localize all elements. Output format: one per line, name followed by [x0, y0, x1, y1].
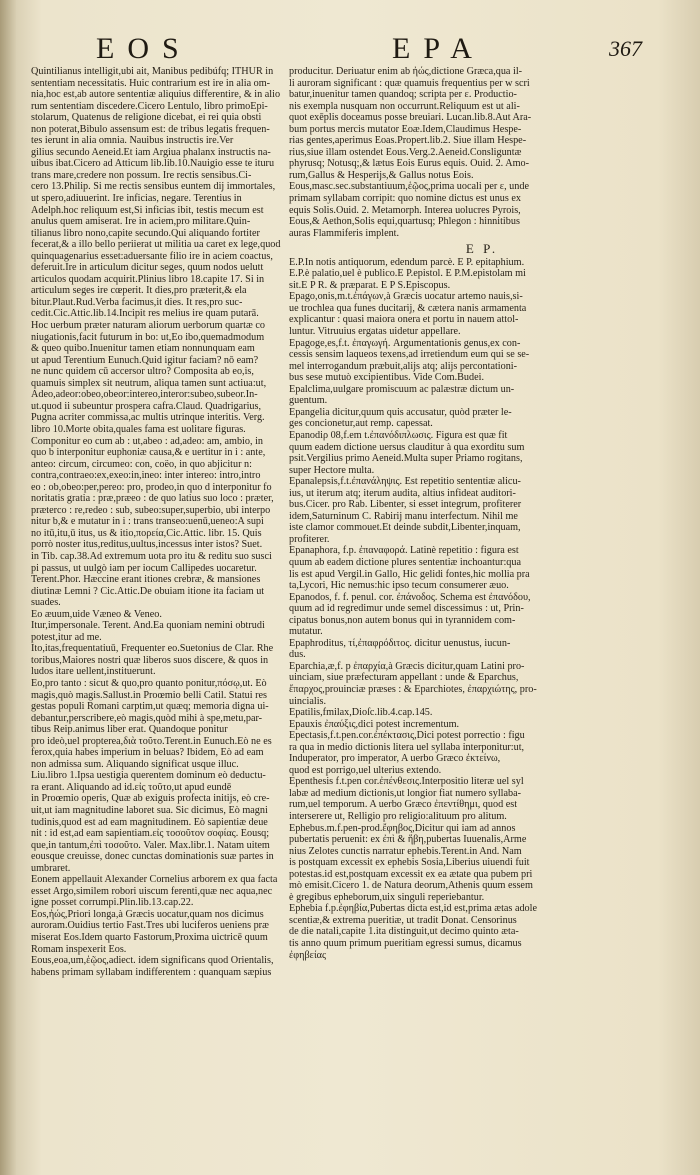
right-column-line: nius Zelotes cunctis narratur ephebis.Terent.in And. Nam: [289, 845, 522, 857]
right-column-line: labæ ad medium dictionis,ut longior fiat numerο syllaba-: [289, 787, 522, 799]
right-column-line: profiterer.: [289, 533, 330, 545]
right-column-line: explicantur : quasi maiora onera et portu in nauem attol-: [289, 314, 519, 326]
left-column-line: que,in tantum,ἐπὶ τοσοῦτο. Valer. Max.libr.1. Natam uitem: [31, 839, 270, 851]
right-column-line: Ephebia f.p.ἐφηβία,Pubertas dicta est,id est,prima ætas adole: [289, 903, 538, 915]
left-column-line: Eo,pro tanto : sicut & quo,pro quanto ponitur,πόσῳ,ut. Eò: [31, 677, 267, 689]
left-column-line: nitur b,& e mutatur in i : trans transeo:uenū,ueneo:A supi: [31, 516, 264, 528]
right-column-line: luntur. Vitruuius ergatas uidetur appellare.: [289, 326, 461, 338]
right-column-line: Induperator, pro imperator, A uerbo Græco ἐκτείνω,: [289, 753, 501, 765]
left-column-line: quinquagenarius esset:aduersante filio ire in aciem coactus,: [31, 250, 273, 262]
right-column-line: pubertatis peruenit: ex ἐπὶ & ἥβη,pubertas Iuuenalis,Arme: [289, 834, 527, 846]
left-column-line: non admissa sum. Aliquando significat usque illuc.: [31, 758, 239, 770]
left-column-line: umbraret.: [31, 862, 71, 874]
left-column-line: igne posset corrumpi.Plin.lib.13.cap.22.: [31, 897, 194, 909]
left-column-line: tudinis,quod est ad eam magnitudinem. Eò sapientiæ deue: [31, 816, 268, 828]
right-column-line: mò emisit.Cicero 1. de Natura deorum,Athenis quum essem: [289, 880, 533, 892]
right-column-line: Eous,masc.sec.substantiuum,ἑῷος,prima uocali per ε, unde: [289, 181, 529, 193]
right-column-line: is postquam excessit ex ephebis Sosia,Liberius uiuendi fuit: [289, 857, 530, 869]
right-column-line: ue trochlea qua funes ducitarij, & cætera nanis armamenta: [289, 302, 527, 314]
left-column-line: Eonem appellauit Alexander Cornelius arborem ex qua facta: [31, 874, 278, 886]
right-column-line: Epago,onis,m.t.ἐπάγων,à Græcis uocatur artemo nauis,si-: [289, 291, 523, 303]
left-column-line: trans mare,credere non possum. Ire rectis sensibus.Ci-: [31, 169, 252, 181]
book-spine-shadow: [0, 0, 16, 1175]
left-column-line: debantur,perscribere,eò magis,quòd mihi à spe,metu,par-: [31, 712, 263, 724]
right-column-line: primam syllabam corripit: quo nomine dictus est unus ex: [289, 193, 522, 205]
right-column-line: rius,siue illam ostendet Eous.Verg.2.Aeneid.Consliguntæ: [289, 146, 522, 158]
left-column-line: Componitur eo cum ab : ut,abeo : ad,adeo: am, ambio, in: [31, 435, 263, 447]
right-column-line: uinciam, siue præfecturam appellant : unde & Eparchus,: [289, 672, 519, 684]
left-column-line: deferuit.Ire in articulum dicitur seges, quum nodos uelutt: [31, 262, 264, 274]
right-column-line: Epalclima,uulgare promiscuum ac palæstræ dictum un-: [289, 383, 515, 395]
left-column-line: cero 13.Philip. Si me rectis sensibus euntem dij immortales,: [31, 181, 276, 193]
left-column-line: ut apud Terentium Eunuch.Quid igitur faciam? nō eam?: [31, 354, 259, 366]
right-column-line: Epanaphora, f.p. ἐπαναφορά. Latinè repetitio : figura est: [289, 545, 519, 557]
left-column-line: ferox,quia habes imperium in beluas? Ibidem, Eò ad eam: [31, 747, 264, 759]
left-column-line: Itur,impersonale. Terent. And.Ea quoniam nemini obtrudi: [31, 620, 265, 632]
right-column-line: ἔπαρχος,prouinciæ præses : & Eparchiotes, ἐπαρχιώτης, pro-: [289, 683, 537, 695]
left-column-line: suades.: [31, 597, 61, 609]
left-column-line: præterco : re,redeo : sub, subeo:super,superbio, ubi interpo: [31, 504, 271, 516]
right-column-line: Epagoge,es,f.t. ἐπαγωγή. Argumentationis genus,ex con-: [289, 337, 521, 349]
left-column-line: fecerat,& a illo bello periierat ut militia ua caret ex lege,quod: [31, 239, 281, 251]
right-column-line: E.P.è palatio,uel è publico.E P.epistol. E P.M.epistolam mi: [289, 268, 526, 280]
left-column-line: ut.quod ii subeuntur prospera cafra.Claud. Quadrigarius,: [31, 400, 262, 412]
right-column-line: lis est apud Vergil.in Gallo, Hic gelidi fontes,hic mollia pra: [289, 568, 530, 580]
right-column-line: Epangelia dicitur,quum quis accusatur, quòd præter le-: [289, 406, 512, 418]
right-column-line: quot exēplis doceamus posse breuiari. Lucan.lib.8.Aut Ara-: [289, 112, 532, 124]
right-column-line: Eparchia,æ,f. p ἐπαρχία,à Græcis dicitur,quam Latini pro-: [289, 660, 525, 672]
left-column-line: Ito,itas,frequentatiuū, Frequenter eo.Suetonius de Clar. Rhe: [31, 643, 274, 655]
left-column-line: miserat Eos.Idem quarto Fastorum,Proxima uictricē quum: [31, 932, 268, 944]
right-column-line: nis exempla nusquam non occurrunt.Reliquum est ut ali-: [289, 100, 520, 112]
left-column-line: articulum seges ire cœperit. It dies,pro præterit,& ela: [31, 285, 247, 297]
right-column-line: E.P.In notis antiquorum, edendum parcè. E P. epitaphium.: [289, 256, 525, 268]
right-column-line: bus sese mutuò excipientibus. Vide Com.Budei.: [289, 372, 485, 384]
right-column-line: scentiæ,& extrema pueritiæ, ut tradit Donat. Censorinus: [289, 914, 517, 926]
right-column-line: iste clamor commouet.Et deinde subdit,Libenter,inquam,: [289, 522, 521, 534]
right-column-line: Epanodos, f. f. penul. cor. ἐπάνοδος. Schema est ἐπανόδου,: [289, 591, 531, 603]
right-column-line: interserere ut, Relligio pro religio:alituum pro alitum.: [289, 811, 507, 822]
left-column-line: gestas populi Romani carptim,ut quæq; memoria digna ui-: [31, 701, 269, 713]
left-column-line: auroram.Ouidius tertio Fast.Tres ubi luciferos ueniens præ: [31, 920, 269, 932]
left-column-line: articulos quodam acquirit.Plinius libro 18.capite 17. Si in: [31, 273, 265, 285]
left-column-line: Adelph.hoc reliquum est,Si inficias ibit, testis mecum est: [31, 204, 264, 216]
left-column-line: diutinæ Lemni ? Cic.Attic.De obuiam itione ita faciam ut: [31, 585, 265, 597]
left-column-line: esset Argo,similem robori uiscum ferenti,quæ nec aqua,nec: [31, 885, 273, 897]
right-column-line: quum ad id regredimur unde semel discessimus : ut, Prin-: [289, 603, 524, 615]
left-column-line: quamuis simplex sit neutrum, aliqua tamen sunt actiua:ut,: [31, 377, 267, 389]
left-column-line: tilianus libro nono,capite secundo.Qui aliquando fortiter: [31, 227, 260, 239]
right-column-line: ta,Lycori, Hic nemus:hic ipso tecum consumerer æuo.: [289, 580, 509, 592]
right-column-line: psit.Vergilius primo Aeneid.Multa super Priamo rogitans,: [289, 453, 523, 465]
right-column-line: quum eadem dictione uersus clauditur à qua exorditu sum: [289, 441, 525, 453]
right-column-line: Epauxis ἐπαύξις,dici potest incrementum.: [289, 718, 460, 730]
right-column-line: guentum.: [289, 395, 328, 407]
left-column-line: Eous,eoa,um,ἑῷος,adiect. idem significans quod Orientalis,: [31, 955, 274, 967]
right-column-line: bus.Cicer. pro Rab. Libenter, si esset integrum, profiterer: [289, 499, 522, 511]
left-column-line: noritatis gratia : præ,præeo : de quo latius suo loco : præter,: [31, 493, 274, 505]
left-column-line: ut spero,adiuuerint. Ire inficias, negare. Terentius in: [31, 193, 242, 205]
right-column-line: Epanodiρ 08,f.em t.ἐπανόδιπλωσις. Figura est quæ fit: [289, 429, 508, 441]
right-column-line: rias gentes,aperimus Eoas.Propert.lib.2. Siue illam Hespe-: [289, 135, 527, 147]
left-column-line: nia,hoc est,ab autore sententiæ aliquius differentire, & in alio: [31, 89, 281, 101]
left-column-line: potest,itur ad me.: [31, 631, 102, 643]
right-column-line: ius, ut iterum atq; iterum audita, altius infideat auditori-: [289, 487, 516, 499]
right-column-line: ges concionetur,aut remp. capessat.: [289, 418, 433, 430]
right-column-line: li auroram significant : quæ quamuis frequentius per w scri: [289, 77, 530, 89]
left-column-line: tibus Reip.animus liber erat. Quandoque ponitur: [31, 724, 228, 736]
left-column-line: Adeo,adeor:obeo,obeor:intereo,interor:subeo,subeor.In-: [31, 389, 258, 401]
right-column-line: è gregibus epheborum,uix singuli reperiebantur.: [289, 891, 485, 903]
left-column-line: porrò noster itus,reditus,uultus,incessus inter istos? Suet.: [31, 539, 263, 551]
right-column-line: equis Solis.Ouid. 2. Metamorph. Interea uolucres Pyrois,: [289, 204, 521, 216]
left-column-line: pro ideò,uel propterea,διὰ τοῦτο.Terent.in Eunuch.Eò ne es: [31, 735, 272, 747]
right-column-line: mel interrogandum præbuit,alijs atq; alijs percontationi-: [289, 360, 518, 372]
right-column-line: auras Flammiferis implent.: [289, 227, 400, 239]
left-column-line: sententiam necessitatis. Huic contrarium est ire in alia om-: [31, 77, 271, 89]
right-column-line: quum ab eadem dictione plures sententiæ inchoantur:qua: [289, 556, 521, 568]
left-column-line: toribus,Maiores nostri quæ liberos suos discere, & quos in: [31, 654, 269, 666]
right-column-line: Epectasis,f.t.pen.cor.ἐπέκτασις,Dici potest porrectio : figu: [289, 730, 525, 742]
right-column-line: ra qua in medio dictionis litera uel syllaba interponitur:ut,: [289, 741, 525, 753]
left-column-line: quo b interponitur euphoniæ causa,& e uertitur in i : ante,: [31, 447, 266, 459]
left-column-line: ludos itare uellent,instituerunt.: [31, 666, 156, 678]
right-column-line: de die natali,capite 1.ita distinguit,ut decimo quinto æta-: [289, 926, 519, 938]
right-column-line: rum,uel temporum. A uerbo Græco ἐπεντίθημι, quod est: [289, 799, 518, 811]
left-column-line: in Tib. cap.38.Ad extremum uota pro itu & reditu suo susci: [31, 550, 272, 562]
right-column-line: quod est porrigo,uel ulterius extendo.: [289, 764, 442, 776]
left-column-line: eo : ob,obeo:per,pereo: pro, prodeo,in quo d interponitur fo: [31, 481, 272, 493]
left-column-line: in Proœmio operis, Quæ ab exiguis profecta initijs, eò cre-: [31, 793, 270, 805]
right-column-line: Epanalepsis,f.t.ἐπανάληψις. Est repetitio sententiæ alicu-: [289, 476, 521, 488]
running-head-right: EPA: [392, 32, 485, 65]
left-column-line: Eos,ἠώς,Priori longa,à Græcis uocatur,quam nos dicimus: [31, 908, 264, 920]
right-column-line: ἐφηβείας: [289, 949, 327, 961]
right-column-line: idem,Saturninum C. Rabirij manu interfectum. Nihil me: [289, 510, 518, 522]
left-column-line: rum sententiam discedere.Cicero Lentulo, libro primoEpi-: [31, 100, 268, 112]
right-column-line: rum,Gallus & Hesperijs,& Gallus notus Eois.: [289, 169, 474, 181]
right-column-line: producitur. Deriuatur enim ab ἠώς,dictione Græca,qua il-: [289, 66, 523, 77]
right-column-line: E P.: [465, 243, 499, 255]
left-column-line: libro 10.Morte obita,quales fama est uolitare figuras.: [31, 423, 246, 435]
left-column-line: gilius secundo Aeneid.Et iam Argiua phalanx instructis na-: [31, 146, 271, 158]
right-column-line: super Hectore multa.: [289, 464, 375, 476]
right-column-line: cipatus bonus,non autem bonus qui in tyrannidem com-: [289, 614, 516, 626]
right-column: [289, 66, 675, 1146]
left-column-line: Romam inspexerit Eos.: [31, 943, 127, 955]
left-column-line: uit,ut iam magnitudine laboret sua. Sic dicimus, Eò magni: [31, 805, 268, 816]
right-column-line: cessis sensim laqueos texens,ad irretiendum eum qui se se-: [289, 349, 530, 361]
left-column: [31, 66, 287, 1146]
left-column-line: eousque creuisse, donec cunctas dominationis suæ partes in: [31, 851, 274, 863]
right-column-line: potestas.id est,postquam excessit ex ea ætate qua pubem pri: [289, 868, 533, 880]
left-column-line: Eo æuum,uide Væneo & Veneo.: [31, 608, 162, 620]
right-column-line: Epaphroditus, τί,ἐπαφρόδιτος. dicitur uenustus, iucun-: [289, 637, 511, 649]
left-column-line: nit : id est,ad eam sapientiam.εἰς τοσοῦτον σοφίας. Eousq;: [31, 828, 270, 840]
left-column-line: ne nunc quidem cū accersor ultro? Composita ab eo,is,: [31, 366, 254, 378]
left-column-line: magis,quò magis.Sallust.in Proœmio belli Catil. Statui res: [31, 689, 268, 701]
left-column-line: pi passus, ut uulgò iam per iocum Callipedes uocaretur.: [31, 562, 257, 574]
left-column-line: tes ierunt in alia omnia. Nauibus instructis ire.Ver: [31, 135, 234, 147]
left-column-line: non poterat,Bibulo assensum est: de tribus legatis frequen-: [31, 123, 270, 135]
right-column-line: Epenthesis f.t.pen cor.ἐπένθεσις.Interpositio literæ uel syl: [289, 776, 524, 788]
left-column-line: Hoc uerbum præter naturam aliorum uerborum quartæ co: [31, 320, 265, 332]
right-column-line: Eous,& Aethon,Solis equi,quartusq; Phlegon : hinnitibus: [289, 216, 520, 228]
running-head-left: EOS: [96, 32, 192, 65]
left-column-line: uibus ibat.Cicero ad Atticum lib.lib.10.Nauigio esse te ituru: [31, 158, 275, 170]
left-column-line: & queo quibo.Inuenitur tamen etiam nonnunquam eam: [31, 343, 255, 355]
left-column-line: no itū,itu,ū itus, us & itio,πορεία,Cic.Attic. libr. 15. Quis: [31, 527, 262, 539]
right-column-line: Epatilis,fmilax,Dioſc.lib.4.cap.145.: [289, 707, 433, 719]
left-column-line: Liu.libro 1.Ipsa uestigia querentem dominum eò deductu-: [31, 770, 266, 782]
right-column-line: bum portus mercis mutator Eoæ.Idem,Claudimus Hespe-: [289, 123, 522, 135]
right-column-line: mutatur.: [289, 626, 323, 638]
left-column-line: bitur.Plaut.Rud.Verba facimus,it dies. It res,pro suc-: [31, 296, 243, 308]
right-column-line: sit.E P R. & præparat. E P S.Episcopus.: [289, 279, 451, 291]
right-column-line: dus.: [289, 649, 306, 661]
left-column-line: niugationis,facit futurum in bo: ut,Eo ibo,quemadmodum: [31, 331, 265, 343]
right-column-line: batur,inuenitur tamen quandoq; scripta per ε. Productio-: [289, 89, 517, 101]
left-column-line: Pugna acriter commissa,ac multis utrinque interitis. Verg.: [31, 412, 265, 424]
right-column-line: Ephebus.m.f.pen-prod.ἔφηβος,Dicitur qui iam ad annos: [289, 822, 516, 834]
left-column-line: ra erant. Aliquando ad id.εἰς τοῦτο,ut apud eundē: [31, 781, 232, 793]
left-column-line: anteo: circum, circumeo: con, coëo, in quo abjicitur n:: [31, 458, 252, 470]
page-number: 367: [609, 36, 642, 61]
left-column-line: stolarum, Quatenus de religione dicebat, ei rei quia obsti: [31, 112, 262, 124]
left-column-line: Terent.Phor. Hæccine erant itiones crebræ, & mansiones: [31, 574, 261, 586]
right-column-line: tis anno quum primum pueritiam egressi sumus, dicamus: [289, 938, 522, 950]
left-column-line: Quintilianus intelligit,ubi ait, Manibus pedibúfq; ITHUR in: [31, 66, 274, 77]
left-column-line: contra,contraeo:ex,exeo:in,ineo: inter intereo: intro,intro: [31, 470, 261, 482]
left-column-line: anulus quem amiserat. Ire in aciem,pro militare.Quin-: [31, 216, 251, 228]
left-column-line: cedit.Cic.Attic.lib.14.Incipit res melius ire quam putarā.: [31, 308, 259, 320]
right-column-line: uincialis.: [289, 695, 327, 707]
right-column-line: phyrusq; Notusq;,& lætus Eois Eurus equis. Ouid. 2. Amo-: [289, 158, 529, 170]
left-column-line: habens primam syllabam indifferentem : quanquam sæpius: [31, 966, 272, 978]
